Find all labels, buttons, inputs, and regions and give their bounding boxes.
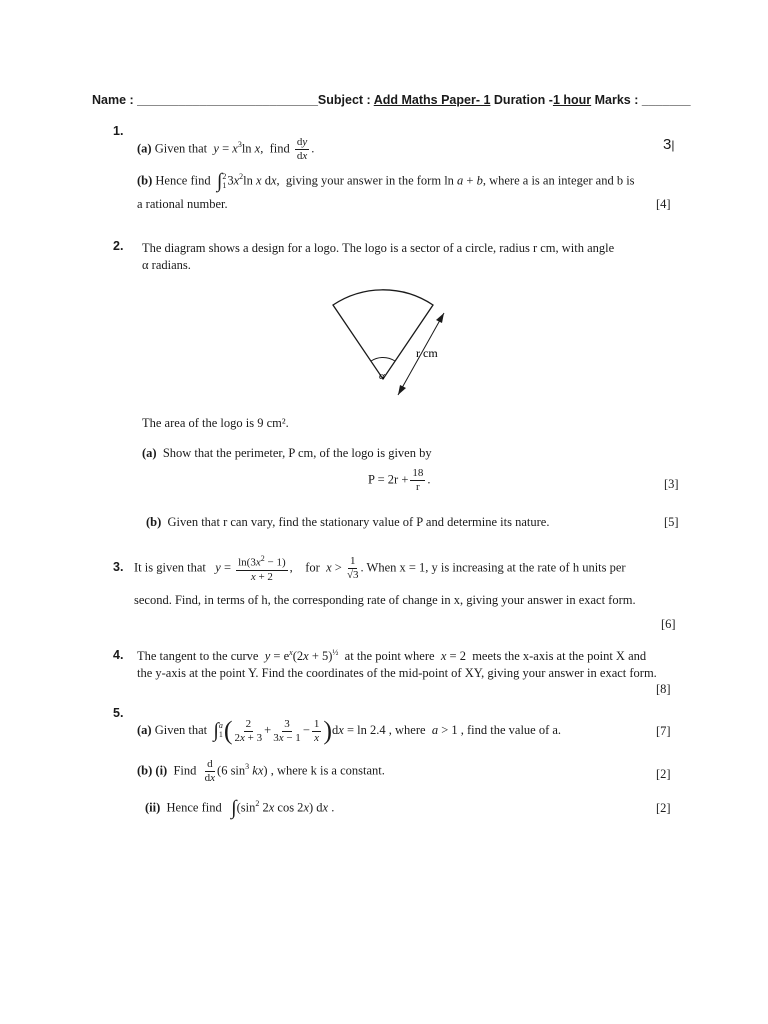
q2-intro2: α radians.	[142, 258, 191, 272]
q1b-rest: giving your answer in the form	[285, 173, 442, 188]
arrowhead-bottom-icon	[398, 385, 406, 395]
q1a-line: (a) Given that $y = x^3\ln$ x, find $\frac{dy}{dx}$ .	[137, 136, 315, 162]
q2a-label: (a)	[142, 446, 157, 460]
duration-label: Duration -	[493, 93, 553, 107]
q2a-mark: [3]	[664, 477, 679, 491]
q1a-text: Given that	[154, 141, 208, 156]
q2b-mark: [5]	[664, 515, 679, 529]
q1b-text: Hence find	[155, 173, 211, 188]
q1a-find: find	[269, 141, 290, 156]
q2-number: 2.	[113, 239, 124, 253]
q5a-line: (a) Given that ∫ a 1 ( $\frac{2}{2x + 3}$ + $\frac{3}{3x - 1}$ − $\frac{1}{x}$ )dx = ln 2.4 , where a > 1 , find the value of a.	[137, 716, 562, 745]
duration-value: 1 hour	[552, 93, 592, 107]
q1b-rest2: where a is an integer and b is	[489, 173, 635, 188]
q5bii-text: Hence find	[166, 800, 222, 815]
q5a-find: , find the value of a.	[460, 722, 562, 737]
q5a-mark: [7]	[656, 724, 671, 738]
sector-shape	[333, 290, 433, 379]
q5bii-mark: [2]	[656, 801, 671, 815]
q5a-rest: , where	[388, 722, 426, 737]
q1a-label: (a)	[137, 141, 152, 156]
q4-line2: the y-axis at the point Y. Find the coordinates of the mid-point of XY, giving your answer in exact form.	[137, 666, 657, 680]
q5bi-label: (b) (i)	[137, 763, 168, 778]
q5a-label: (a)	[137, 722, 152, 737]
q2a-text: Show that the perimeter, P cm, of the logo is given by	[162, 446, 432, 460]
q1b-line2: a rational number.	[137, 197, 228, 211]
q4-mark: [8]	[656, 682, 671, 696]
q1b-line: (b) Hence find ∫ 2 1 $3x^2\ln$ x dx, giving your answer in the form ln a + b, where a is an integer and b is	[137, 170, 635, 192]
arrowhead-top-icon	[436, 313, 444, 323]
q3-text-start: It is given that	[134, 560, 206, 575]
exam-header	[92, 93, 691, 107]
q5bi-mark: [2]	[656, 767, 671, 781]
q3-for: for	[305, 560, 320, 575]
q2b-text: Given that r can vary, find the stationary value of P and determine its nature.	[167, 515, 550, 529]
q5bii-label: (ii)	[145, 800, 161, 815]
angle-arc	[371, 357, 395, 361]
marks-blank[interactable]: _______	[641, 93, 691, 107]
q1a-mark: 3|	[663, 136, 675, 153]
name-label: Name :	[92, 93, 134, 107]
q1-number: 1.	[113, 124, 124, 138]
q2-area: The area of the logo is 9 cm².	[142, 416, 289, 430]
name-blank[interactable]: __________________________	[137, 93, 318, 107]
q3-number: 3.	[113, 560, 124, 574]
marks-label: Marks :	[594, 93, 639, 107]
subject-value: Add Maths Paper- 1	[373, 93, 491, 107]
q2a-formula: P = 2r + $\frac{18}{r}$ .	[368, 467, 431, 493]
q1b-mark: [4]	[656, 197, 671, 211]
q3-mark: [6]	[661, 617, 676, 631]
q1b-label: (b)	[137, 173, 153, 188]
q2-intro1: The diagram shows a design for a logo. The logo is a sector of a circle, radius r cm, with angle	[142, 241, 615, 255]
q3-text-end: When x = 1, y is increasing at the rate of h units per	[366, 560, 626, 575]
angle-label: α	[379, 370, 385, 382]
q2b-line	[146, 515, 549, 530]
q4-number: 4.	[113, 648, 124, 662]
sector-diagram	[300, 282, 460, 407]
q5bi-line: (b) (i) Find $\frac{d}{dx}$ (6 $\sin^3 kx$) , where k is a constant.	[137, 758, 385, 784]
q2a-line	[142, 446, 432, 461]
q5a-text: Given that	[154, 722, 208, 737]
q4-text-mid: at the point where	[344, 649, 435, 664]
q5bi-rest: , where k is a constant.	[270, 763, 385, 778]
radius-label: r cm	[416, 346, 438, 360]
q5bi-text: Find	[173, 763, 197, 778]
q4-text-start: The tangent to the curve	[137, 649, 259, 664]
q5bii-line: (ii) Hence find $\int(\sin^2$ 2x cos 2x) dx .	[145, 797, 335, 819]
subject-label: Subject :	[317, 93, 371, 107]
q3-line2: second. Find, in terms of h, the corresponding rate of change in x, giving your answer in exact form.	[134, 593, 636, 607]
q5-number: 5.	[113, 706, 124, 720]
q4-text-end: meets the x-axis at the point X and	[472, 649, 647, 664]
q3-line1: It is given that y = $\frac{\ln(3x^2 - 1)}{x + 2}$ , for x > $\frac{1}{√3}$ . When x = 1, y is increasing at the rate of h units per	[134, 554, 626, 583]
q4-line1: The tangent to the curve $y = e^x(2x + 5)^{\frac{1}{2}}$ at the point where x = 2 meets the x-axis at the point X and	[137, 648, 647, 664]
q2b-label: (b)	[146, 515, 162, 529]
